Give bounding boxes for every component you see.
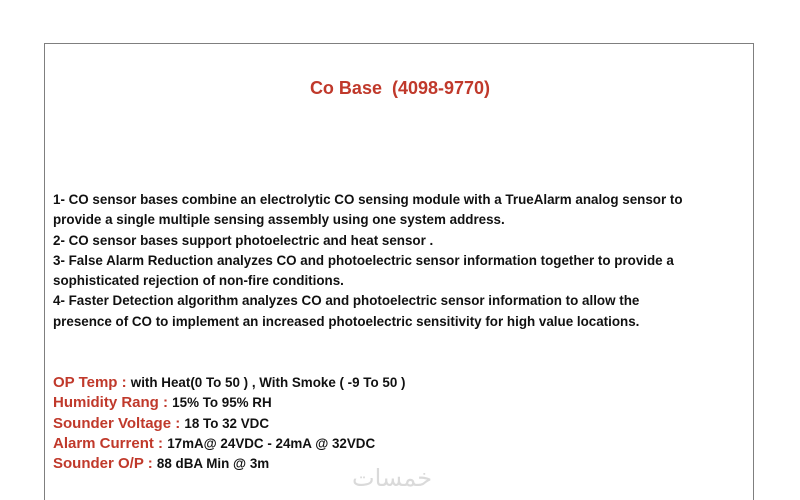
spec-label: Sounder O/P : [53,455,157,473]
spec-value: 18 To 32 VDC [184,415,269,431]
feature-line: provide a single multiple sensing assembly using one system address. [53,212,505,228]
spec-op-temp [53,373,753,393]
feature-line: 4- Faster Detection algorithm analyzes CO and photoelectric sensor information to allow the [53,293,640,309]
feature-line: 3- False Alarm Reduction analyzes CO and photoelectric sensor information together to provide a [53,252,674,268]
watermark-logo: خمسات [352,464,433,492]
spec-label: OP Temp : [53,374,131,391]
spec-value: 15% To 95% RH [172,395,272,411]
spec-humidity [53,393,753,413]
spec-label: Humidity Rang : [53,394,173,412]
spec-label: Alarm Current : [53,434,168,452]
feature-list [53,190,753,332]
feature-line: presence of CO to implement an increased photoelectric sensitivity for high value locations. [53,313,640,329]
spec-list [53,373,753,474]
document-title: Co Base (4098-9770) [309,78,491,98]
spec-value: 17mA@ 24VDC - 24mA @ 32VDC [167,435,376,451]
feature-line: 2- CO sensor bases support photoelectric and heat sensor . [53,232,434,248]
feature-line: sophisticated rejection of non-fire conditions. [53,273,344,289]
feature-line: 1- CO sensor bases combine an electrolytic CO sensing module with a TrueAlarm analog sensor to [53,192,683,207]
spec-value: with Heat(0 To 50 ) , With Smoke ( -9 To 50 ) [130,375,406,390]
spec-sounder-voltage [53,414,753,434]
spec-alarm-current [53,434,753,454]
spec-value: 88 dBA Min @ 3m [156,456,270,472]
spec-label: Sounder Voltage : [53,414,185,432]
